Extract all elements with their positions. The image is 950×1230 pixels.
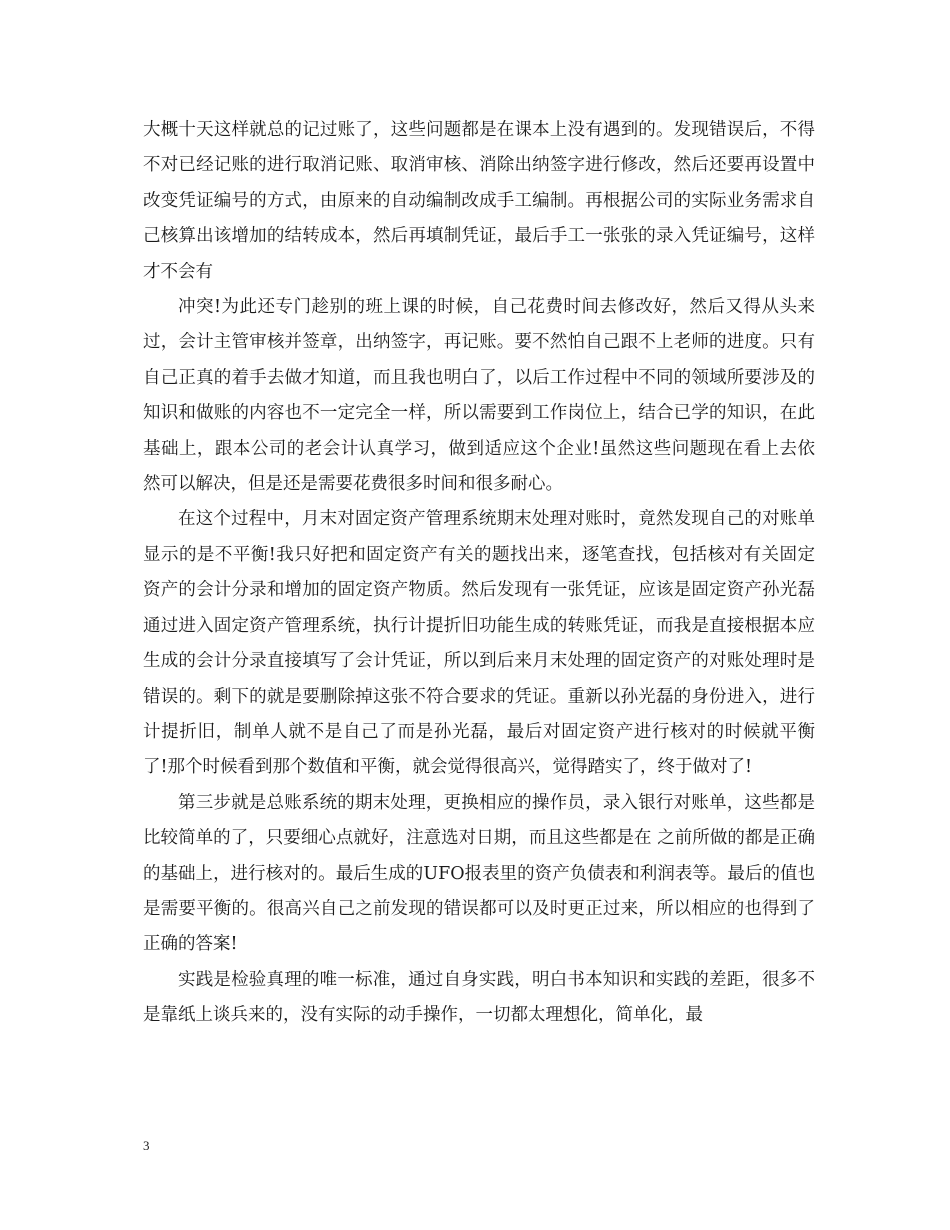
- paragraph-3: 在这个过程中，月末对固定资产管理系统期末处理对账时，竟然发现自己的对账单显示的是不平衡!我只好把和固定资产有关的题找出来，逐笔查找，包括核对有关固定资产的会计分录和增加的固定资产物质。然后发现有一张凭证，应该是固定资产孙光磊通过进入固定资产管理系统，执行计提折旧功能生成的转账凭证，而我是直接根据本应生成的会计分录直接填写了会计凭证，所以到后来月末处理的固定资产的对账处理时是错误的。剩下的就是要删除掉这张不符合要求的凭证。重新以孙光磊的身份进入，进行计提折旧，制单人就不是自己了而是孙光磊，最后对固定资产进行核对的时候就平衡了!那个时候看到那个数值和平衡，就会觉得很高兴，觉得踏实了，终于做对了!: [143, 509, 815, 778]
- paragraph-2: 冲突!为此还专门趁别的班上课的时候，自己花费时间去修改好，然后又得从头来过，会计主管审核并签章，出纳签字，再记账。要不然怕自己跟不上老师的进度。只有自己正真的着手去做才知道，而且我也明白了，以后工作过程中不同的领域所要涉及的知识和做账的内容也不一定完全一样，所以需要到工作岗位上，结合已学的知识，在此基础上，跟本公司的老会计认真学习，做到适应这个企业!虽然这些问题现在看上去依然可以解决，但是还是需要花费很多时间和很多耐心。: [143, 297, 815, 495]
- paragraph-1: 大概十天这样就总的记过账了，这些问题都是在课本上没有遇到的。发现错误后，不得不对已经记账的进行取消记账、取消审核、消除出纳签字进行修改，然后还要再设置中改变凭证编号的方式，由原来的自动编制改成手工编制。再根据公司的实际业务需求自己核算出该增加的结转成本，然后再填制凭证，最后手工一张张的录入凭证编号，这样才不会有: [143, 120, 815, 282]
- document-body: [143, 113, 815, 1034]
- paragraph-4: 第三步就是总账系统的期末处理，更换相应的操作员，录入银行对账单，这些都是比较简单的了，只要细心点就好，注意选对日期，而且这些都是在 之前所做的都是正确的基础上，进行核对的。最后生成的UFO报表里的资产负债表和利润表等。最后的值也是需要平衡的。很高兴自己之前发现的错误都可以及时更正过来，所以相应的也得到了正确的答案!: [143, 792, 815, 955]
- paragraph-5: 实践是检验真理的唯一标准，通过自身实践，明白书本知识和实践的差距，很多不是靠纸上谈兵来的，没有实际的动手操作，一切都太理想化，简单化，最: [143, 969, 815, 1026]
- page-number: 3: [143, 1138, 150, 1153]
